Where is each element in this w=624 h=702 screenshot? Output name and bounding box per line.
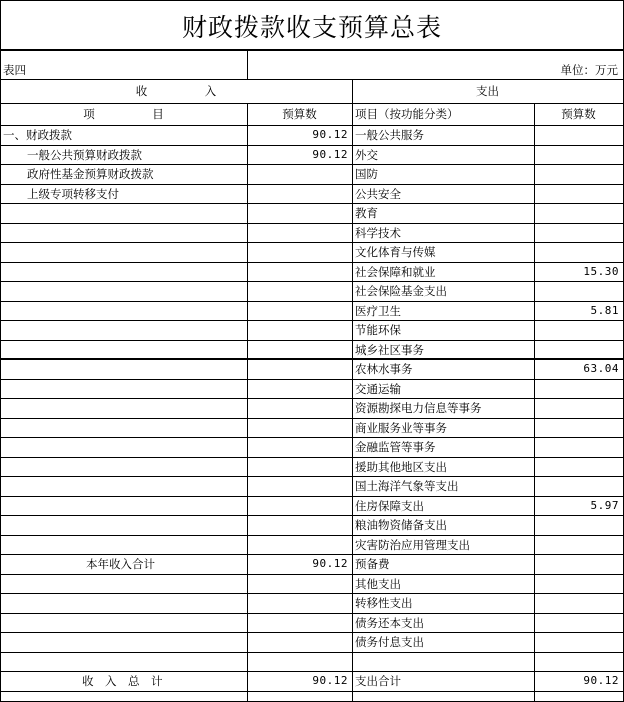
report-title: 财政拨款收支预算总表 [0, 0, 624, 51]
grid-line [0, 691, 624, 692]
expense-item-label: 社会保障和就业 [355, 264, 436, 279]
grid-line [0, 49, 1, 702]
expense-item-label: 节能环保 [355, 323, 401, 337]
grand-income-total-value: 90.12 [312, 674, 348, 687]
expense-item-label: 住房保障支出 [355, 498, 424, 513]
expense-item-label: 外交 [355, 147, 378, 162]
grid-line [0, 652, 624, 653]
expense-item-label: 转移性支出 [355, 596, 413, 610]
expense-item-label: 债务付息支出 [355, 635, 424, 649]
expense-item-label: 灾害防治应用管理支出 [355, 537, 470, 552]
income-item-value: 90.12 [312, 128, 348, 141]
column-header-budget: 预算数 [282, 107, 317, 121]
year-income-total-label: 本年收入合计 [86, 557, 155, 571]
expense-item-label: 城乡社区事务 [355, 342, 424, 357]
income-item-value: 90.12 [312, 147, 348, 161]
expense-item-label: 医疗卫生 [355, 303, 401, 318]
grid-line [352, 79, 353, 702]
income-item-label: 政府性基金预算财政拨款 [27, 167, 154, 181]
expense-item-label: 文化体育与传媒 [355, 245, 436, 259]
table-number: 表四 [3, 63, 26, 77]
expense-item-value: 63.04 [583, 362, 619, 375]
income-item-label: 一、财政拨款 [3, 128, 72, 142]
expense-item-label: 教育 [355, 206, 378, 220]
grid-line [0, 49, 624, 50]
expense-item-value: 5.97 [590, 498, 619, 512]
unit-label: 单位：万元 [560, 63, 618, 77]
grid-line [0, 103, 624, 104]
column-header-item: 项 目 [83, 107, 164, 121]
column-header-expense-item: 项目（按功能分类） [355, 107, 459, 121]
expense-item-label: 援助其他地区支出 [355, 459, 447, 474]
expense-item-label: 粮油物资储备支出 [355, 518, 447, 532]
expense-item-label: 农林水事务 [355, 362, 413, 376]
income-item-label: 上级专项转移支付 [27, 186, 119, 201]
expense-item-label: 支出合计 [355, 674, 401, 688]
year-income-total-value: 90.12 [312, 557, 348, 570]
expense-item-label: 公共安全 [355, 186, 401, 201]
expense-item-label: 债务还本支出 [355, 615, 424, 630]
income-header: 收 入 [135, 84, 217, 98]
expense-item-value: 5.81 [590, 303, 619, 317]
expense-item-value: 15.30 [583, 264, 619, 278]
grid-line [247, 103, 248, 702]
expense-item-label: 其他支出 [355, 576, 401, 591]
expense-item-label: 预备费 [355, 557, 390, 571]
expense-item-label: 国土海洋气象等支出 [355, 479, 459, 493]
expense-item-value: 90.12 [583, 674, 619, 687]
expense-item-label: 国防 [355, 167, 378, 181]
expense-item-label: 科学技术 [355, 225, 401, 240]
expense-item-label: 社会保险基金支出 [355, 284, 447, 298]
grand-income-total-label: 收 入 总 计 [82, 674, 163, 688]
expense-item-label: 金融监管等事务 [355, 440, 436, 454]
grid-line [247, 49, 248, 79]
grid-line [534, 103, 535, 702]
expense-header: 支出 [476, 84, 499, 98]
expense-item-label: 交通运输 [355, 381, 401, 396]
expense-item-label: 资源勘探电力信息等事务 [355, 401, 482, 415]
income-item-label: 一般公共预算财政拨款 [27, 147, 142, 162]
expense-item-label: 一般公共服务 [355, 128, 424, 142]
grid-line [0, 79, 624, 80]
expense-item-label: 商业服务业等事务 [355, 420, 447, 435]
column-header-expense-budget: 预算数 [561, 107, 596, 121]
